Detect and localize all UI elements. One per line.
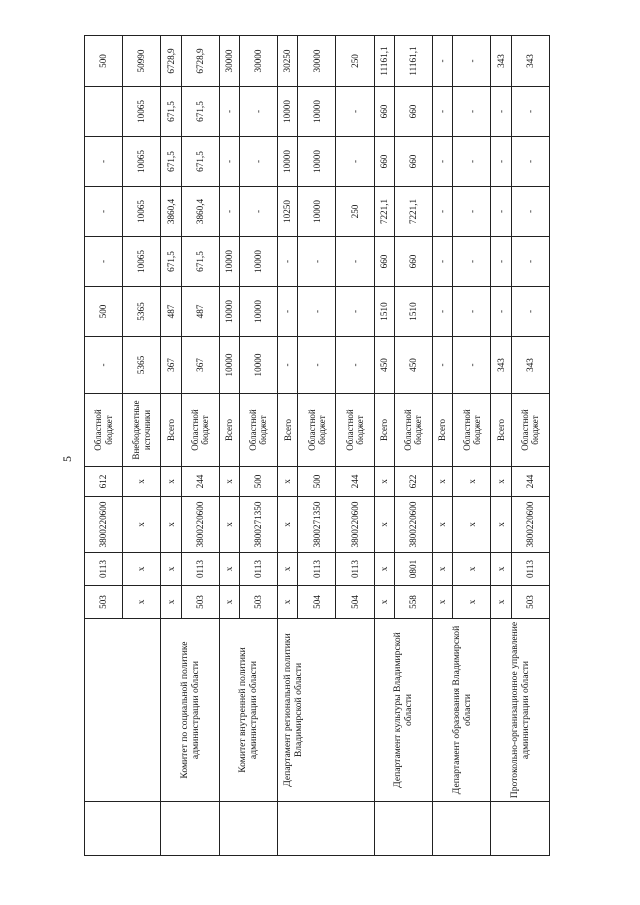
total-cell: 6728,9 — [181, 36, 219, 87]
table-row — [491, 36, 511, 856]
value-cell: 671,5 — [161, 87, 181, 137]
expense-type-cell: x — [374, 467, 394, 497]
section-cell: 0801 — [394, 553, 432, 586]
value-cell: 10000 — [278, 137, 298, 187]
section-cell: x — [278, 553, 298, 586]
funding-source: Всего — [278, 394, 298, 467]
stub-cell — [85, 802, 161, 856]
expense-type-cell: x — [278, 467, 298, 497]
section-cell: 0113 — [336, 553, 374, 586]
total-cell: 30000 — [219, 36, 239, 87]
total-cell: - — [453, 36, 491, 87]
organization-name: Департамент культуры Владимирской области — [374, 619, 432, 802]
section-cell: 0113 — [298, 553, 336, 586]
total-cell: 30250 — [278, 36, 298, 87]
value-cell: - — [491, 287, 511, 337]
target-article-cell: x — [432, 497, 452, 553]
section-cell: x — [123, 553, 161, 586]
value-cell: - — [336, 337, 374, 394]
value-cell: - — [491, 187, 511, 237]
stub-cell — [374, 802, 432, 856]
value-cell: 10065 — [123, 137, 161, 187]
code-cell: 503 — [85, 586, 123, 619]
funding-source: Областной бюджет — [298, 394, 336, 467]
expense-type-cell: x — [219, 467, 239, 497]
value-cell: 10065 — [123, 87, 161, 137]
target-article-cell: x — [219, 497, 239, 553]
expense-type-cell: 244 — [511, 467, 549, 497]
expense-type-cell: x — [161, 467, 181, 497]
value-cell: 10065 — [123, 187, 161, 237]
funding-source: Областной бюджет — [453, 394, 491, 467]
table-wrapper — [84, 36, 550, 856]
target-article-cell: x — [278, 497, 298, 553]
table-row — [278, 36, 298, 856]
expense-type-cell: 612 — [85, 467, 123, 497]
rotated-table-container — [84, 36, 550, 856]
value-cell: - — [239, 87, 277, 137]
stub-cell — [278, 802, 375, 856]
target-article-cell: 3800220600 — [336, 497, 374, 553]
value-cell: - — [453, 137, 491, 187]
expense-type-cell: 500 — [298, 467, 336, 497]
value-cell: 10000 — [219, 287, 239, 337]
budget-table — [84, 35, 550, 856]
value-cell: 10000 — [239, 287, 277, 337]
value-cell: 7221,1 — [394, 187, 432, 237]
value-cell: 10000 — [278, 87, 298, 137]
target-article-cell: 3800220600 — [394, 497, 432, 553]
target-article-cell: 3800220600 — [85, 497, 123, 553]
section-cell: 0113 — [239, 553, 277, 586]
stub-cell — [161, 802, 219, 856]
code-cell: x — [374, 586, 394, 619]
code-cell: x — [123, 586, 161, 619]
funding-source: Всего — [432, 394, 452, 467]
value-cell: - — [432, 287, 452, 337]
expense-type-cell: 500 — [239, 467, 277, 497]
code-cell: x — [219, 586, 239, 619]
value-cell: - — [298, 237, 336, 287]
value-cell: - — [336, 287, 374, 337]
target-article-cell: x — [161, 497, 181, 553]
code-cell: 558 — [394, 586, 432, 619]
value-cell: 10000 — [298, 187, 336, 237]
value-cell: 250 — [336, 187, 374, 237]
total-cell: - — [432, 36, 452, 87]
code-cell: 503 — [181, 586, 219, 619]
expense-type-cell: x — [453, 467, 491, 497]
value-cell: 367 — [161, 337, 181, 394]
value-cell: 660 — [394, 237, 432, 287]
target-article-cell: 3800220600 — [511, 497, 549, 553]
value-cell: 10000 — [219, 337, 239, 394]
section-cell: x — [161, 553, 181, 586]
value-cell: - — [511, 237, 549, 287]
total-cell: 30000 — [239, 36, 277, 87]
value-cell: 671,5 — [181, 87, 219, 137]
funding-source: Областной бюджет — [511, 394, 549, 467]
value-cell: - — [85, 137, 123, 187]
table-row — [85, 36, 123, 856]
value-cell: - — [491, 237, 511, 287]
value-cell: - — [85, 337, 123, 394]
funding-source: Областной бюджет — [394, 394, 432, 467]
section-cell: x — [432, 553, 452, 586]
section-cell: x — [374, 553, 394, 586]
total-cell: 250 — [336, 36, 374, 87]
value-cell: - — [432, 337, 452, 394]
value-cell: - — [432, 87, 452, 137]
total-cell: 500 — [85, 36, 123, 87]
page-number: 5 — [60, 456, 74, 462]
value-cell: 671,5 — [161, 237, 181, 287]
funding-source: Внебюджетные источники — [123, 394, 161, 467]
section-cell: 0113 — [181, 553, 219, 586]
value-cell: - — [511, 287, 549, 337]
total-cell: 50990 — [123, 36, 161, 87]
value-cell: - — [453, 337, 491, 394]
table-row — [219, 36, 239, 856]
section-cell: 0113 — [511, 553, 549, 586]
value-cell: 7221,1 — [374, 187, 394, 237]
value-cell: - — [298, 337, 336, 394]
table-row — [432, 36, 452, 856]
expense-type-cell: 244 — [336, 467, 374, 497]
total-cell: 343 — [491, 36, 511, 87]
funding-source: Областной бюджет — [239, 394, 277, 467]
value-cell: - — [219, 137, 239, 187]
expense-type-cell: x — [432, 467, 452, 497]
funding-source: Всего — [491, 394, 511, 467]
target-article-cell: x — [123, 497, 161, 553]
target-article-cell: 3800220600 — [181, 497, 219, 553]
value-cell: - — [453, 87, 491, 137]
code-cell: x — [278, 586, 298, 619]
value-cell: - — [453, 287, 491, 337]
value-cell: - — [511, 87, 549, 137]
value-cell: - — [278, 237, 298, 287]
value-cell: - — [278, 337, 298, 394]
total-cell: 11161,1 — [374, 36, 394, 87]
value-cell: 10000 — [298, 87, 336, 137]
value-cell: - — [239, 137, 277, 187]
code-cell: x — [432, 586, 452, 619]
funding-source: Всего — [374, 394, 394, 467]
value-cell: 10250 — [278, 187, 298, 237]
value-cell: 660 — [374, 137, 394, 187]
value-cell: 343 — [511, 337, 549, 394]
value-cell: 671,5 — [181, 237, 219, 287]
value-cell: 343 — [491, 337, 511, 394]
code-cell: x — [161, 586, 181, 619]
funding-source: Областной бюджет — [336, 394, 374, 467]
table-row — [161, 36, 181, 856]
value-cell: - — [278, 287, 298, 337]
value-cell: 450 — [394, 337, 432, 394]
value-cell: - — [336, 137, 374, 187]
stub-cell — [219, 802, 277, 856]
value-cell: 487 — [161, 287, 181, 337]
value-cell: - — [511, 137, 549, 187]
value-cell: - — [432, 137, 452, 187]
expense-type-cell: 622 — [394, 467, 432, 497]
organization-name: Комитет внутренней политики администрации области — [219, 619, 277, 802]
code-cell: x — [453, 586, 491, 619]
value-cell: - — [85, 237, 123, 287]
code-cell: 503 — [511, 586, 549, 619]
value-cell: - — [491, 87, 511, 137]
value-cell: 660 — [374, 87, 394, 137]
table-row — [374, 36, 394, 856]
value-cell: - — [219, 187, 239, 237]
code-cell: 504 — [336, 586, 374, 619]
value-cell: 660 — [394, 87, 432, 137]
value-cell: 10000 — [298, 137, 336, 187]
value-cell: 10000 — [239, 237, 277, 287]
stub-cell — [432, 802, 490, 856]
target-article-cell: x — [453, 497, 491, 553]
section-cell: 0113 — [85, 553, 123, 586]
total-cell: 343 — [511, 36, 549, 87]
code-cell: 503 — [239, 586, 277, 619]
expense-type-cell: x — [123, 467, 161, 497]
organization-name — [85, 619, 161, 802]
funding-source: Всего — [219, 394, 239, 467]
total-cell: 30000 — [298, 36, 336, 87]
value-cell: - — [298, 287, 336, 337]
section-cell: x — [491, 553, 511, 586]
expense-type-cell: 244 — [181, 467, 219, 497]
total-cell: 6728,9 — [161, 36, 181, 87]
value-cell: - — [511, 187, 549, 237]
value-cell: 5365 — [123, 287, 161, 337]
value-cell: - — [432, 237, 452, 287]
value-cell: - — [219, 87, 239, 137]
value-cell: 1510 — [394, 287, 432, 337]
value-cell: 10000 — [219, 237, 239, 287]
value-cell: 671,5 — [181, 137, 219, 187]
value-cell: 3860,4 — [181, 187, 219, 237]
value-cell: 660 — [394, 137, 432, 187]
expense-type-cell: x — [491, 467, 511, 497]
value-cell: 487 — [181, 287, 219, 337]
code-cell: x — [491, 586, 511, 619]
organization-name: Протокольно-организационное управление администрации области — [491, 619, 550, 802]
funding-source: Областной бюджет — [85, 394, 123, 467]
value-cell: 367 — [181, 337, 219, 394]
target-article-cell: x — [374, 497, 394, 553]
value-cell: 10000 — [239, 337, 277, 394]
organization-name: Департамент образования Владимирской области — [432, 619, 490, 802]
value-cell: - — [491, 137, 511, 187]
target-article-cell: 3800271350 — [239, 497, 277, 553]
target-article-cell: x — [491, 497, 511, 553]
value-cell: 1510 — [374, 287, 394, 337]
funding-source: Областной бюджет — [181, 394, 219, 467]
value-cell: 660 — [374, 237, 394, 287]
stub-cell — [491, 802, 550, 856]
funding-source: Всего — [161, 394, 181, 467]
organization-name: Департамент региональной политики Владимирской области — [278, 619, 375, 802]
value-cell: - — [453, 237, 491, 287]
target-article-cell: 3800271350 — [298, 497, 336, 553]
value-cell: 450 — [374, 337, 394, 394]
value-cell: - — [336, 87, 374, 137]
value-cell: 500 — [85, 287, 123, 337]
total-cell: 11161,1 — [394, 36, 432, 87]
value-cell: 5365 — [123, 337, 161, 394]
value-cell: - — [239, 187, 277, 237]
value-cell: 10065 — [123, 237, 161, 287]
code-cell: 504 — [298, 586, 336, 619]
value-cell: 3860,4 — [161, 187, 181, 237]
value-cell — [85, 87, 123, 137]
value-cell: 671,5 — [161, 137, 181, 187]
section-cell: x — [219, 553, 239, 586]
value-cell: - — [453, 187, 491, 237]
value-cell: - — [432, 187, 452, 237]
section-cell: x — [453, 553, 491, 586]
value-cell: - — [85, 187, 123, 237]
value-cell: - — [336, 237, 374, 287]
organization-name: Комитет по социальной политике администрации области — [161, 619, 219, 802]
